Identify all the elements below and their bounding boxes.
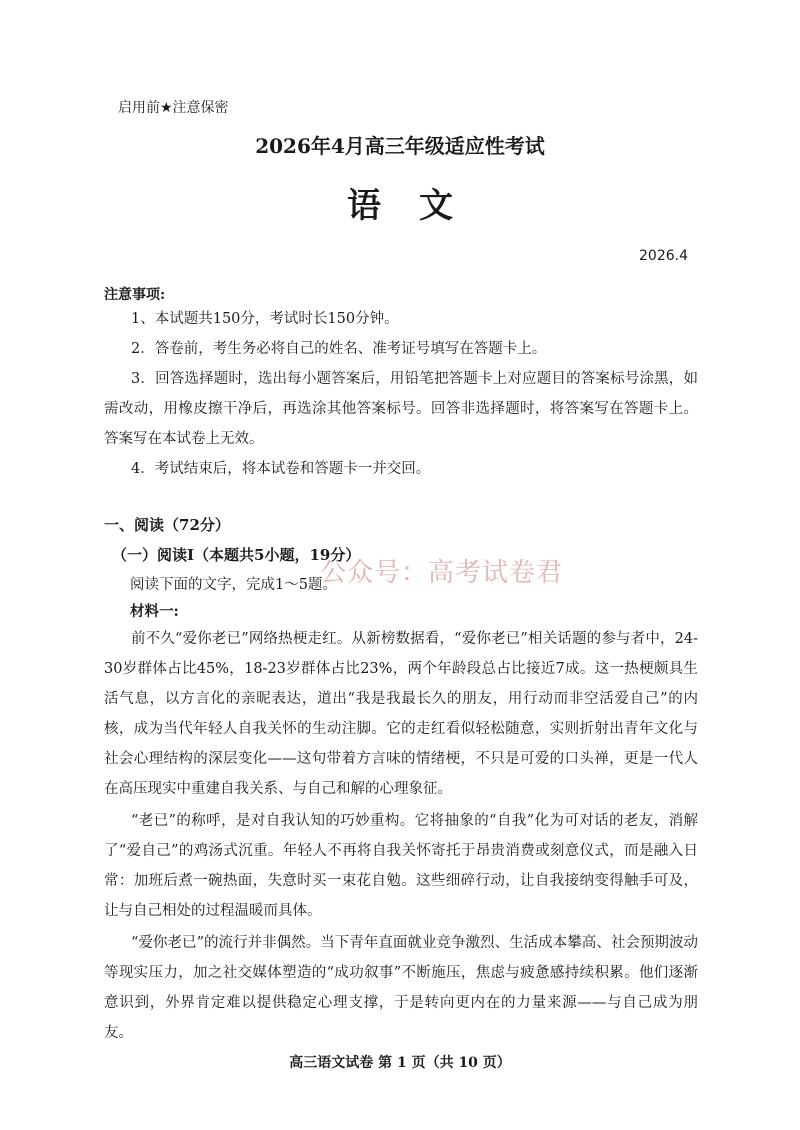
- confidential-label: 启用前★注意保密: [118, 100, 229, 116]
- notice-item-4: 4．考试结束后，将本试卷和答题卡一并交回。: [131, 461, 431, 477]
- notice-item-2: 2．答卷前，考生务必将自己的姓名、准考证号填写在答题卡上。: [131, 341, 547, 357]
- exam-title: 2026年4月高三年级适应性考试: [255, 134, 545, 158]
- reading-instruction: 阅读下面的文字，完成1～5题。: [130, 577, 337, 593]
- notice-item-3: 3．回答选择题时，选出每小题答案后，用铅笔把答题卡上对应题目的答案标号涂黑，如需改动，用橡皮擦干净后，再选涂其他答案标号。回答非选择题时，将答案写在答题卡上。答案写在本试卷上无效。: [104, 371, 698, 447]
- section-title: 一、阅读（72分）: [104, 516, 230, 534]
- exam-date: 2026.4: [639, 248, 688, 264]
- paragraph-2: “老已”的称呼，是对自我认知的巧妙重构。它将抽象的“自我”化为可对话的老友，消解了“爱自己”的鸡汤式沉重。年轻人不再将自我关怀寄托于昂贵消费或刻意仪式，而是融入日常：加班后煮一碗热面，失意时买一束花自勉。这些细碎行动，让自我接纳变得触手可及，让与自己相处的过程温暖而具体。: [104, 813, 698, 919]
- paragraph-1: 前不久“爱你老已”网络热梗走红。从新榜数据看，“爱你老已”相关话题的参与者中，24-30岁群体占比45%，18-23岁群体占比23%，两个年龄段总占比接近7成。这一热梗颇具生活气息，以方言化的亲昵表达，道出“我是我最长久的朋友，用行动而非空活爱自己”的内核，成为当代年轻人自我关怀的生动注脚。它的走红看似轻松随意，实则折射出青年文化与社会心理结构的深层变化——这句带着方言味的情绪梗，不只是可爱的口头禅，更是一代人在高压现实中重建自我关系、与自己和解的心理象征。: [104, 631, 698, 797]
- section-subtitle: （一）阅读I（本题共5小题，19分）: [112, 546, 361, 564]
- subject-title: 语文: [347, 186, 491, 226]
- page-footer: 高三语文试卷 第 1 页（共 10 页）: [289, 1055, 511, 1071]
- paragraph-3: “爱你老已”的流行并非偶然。当下青年直面就业竞争激烈、生活成本攀高、社会预期波动等现实压力，加之社交媒体塑造的“成功叙事”不断施压，焦虑与疲惫感持续积累。他们逐渐意识到，外界肯定难以提供稳定心理支撑，于是转向更内在的力量来源——与自己成为朋友。: [104, 935, 698, 1041]
- watermark: 公众号：高考试卷君: [320, 558, 564, 588]
- notice-title: 注意事项:: [104, 287, 166, 303]
- material-title: 材料一:: [130, 603, 179, 620]
- notice-item-1: 1、本试题共150分，考试时长150分钟。: [131, 311, 399, 327]
